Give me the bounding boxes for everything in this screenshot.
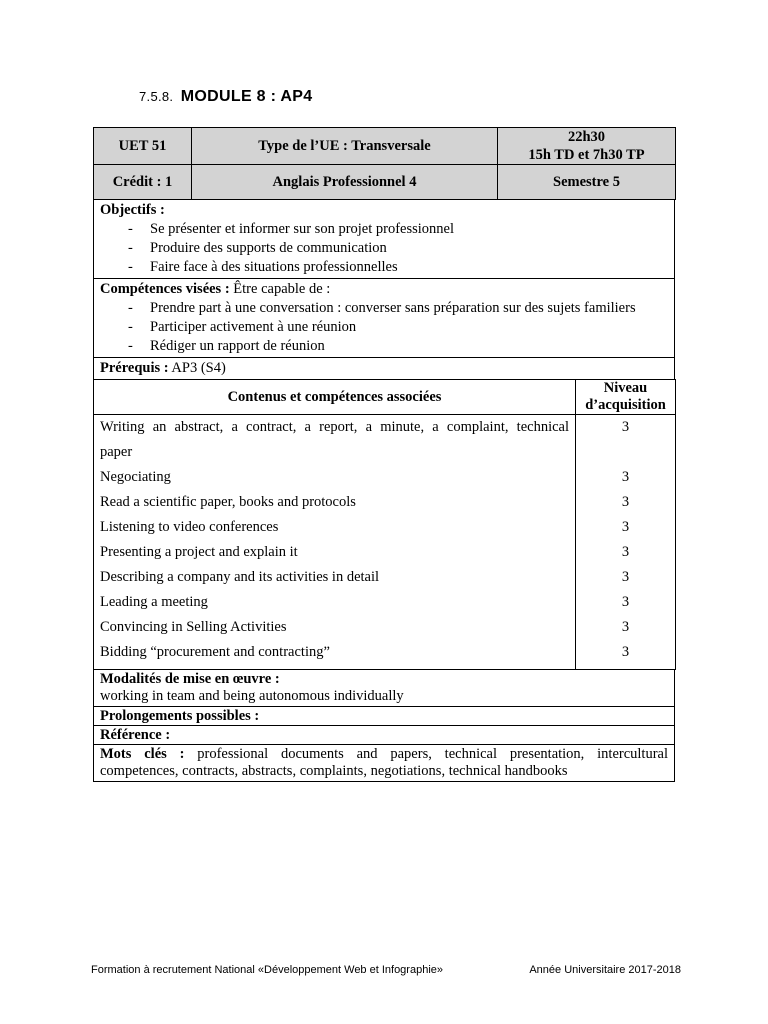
table-row: Negociating — [100, 469, 171, 485]
level-value: 3 — [621, 494, 630, 510]
level-header — [576, 380, 676, 415]
module-sheet — [93, 127, 675, 782]
prerequis-section — [94, 358, 675, 380]
mots-cles-line1: professional documents and papers, technical presentation, intercultural — [184, 746, 668, 762]
objectifs-section — [94, 200, 675, 279]
competences-list — [100, 299, 668, 356]
level-value: 3 — [621, 594, 630, 610]
contents-table — [93, 379, 676, 670]
competences-intro: Être capable de : — [229, 281, 331, 297]
ue-type: Type de l’UE : Transversale — [192, 128, 498, 165]
prolongements-label: Prolongements possibles : — [100, 708, 260, 724]
item-text: Writing an abstract, a contract, a report, a minute, a complaint, technical — [100, 419, 569, 435]
course-name: Anglais Professionnel 4 — [192, 165, 498, 200]
mots-cles-label: Mots clés : — [100, 746, 185, 762]
levels-list — [576, 415, 676, 670]
table-row: Listening to video conferences — [100, 519, 279, 535]
footer-right: Année Universitaire 2017-2018 — [529, 964, 681, 976]
mots-cles-line2: competences, contracts, abstracts, complaints, negotiations, technical handbooks — [100, 763, 568, 779]
modalites-section — [94, 670, 675, 707]
prolongements-section — [94, 707, 675, 726]
mots-cles-section — [94, 745, 675, 782]
contents-header: Contenus et compétences associées — [94, 380, 576, 415]
module-title: MODULE 8 : AP4 — [180, 88, 313, 105]
ue-code: UET 51 — [94, 128, 192, 165]
list-item: - Se présenter et informer sur son projet professionnel — [128, 220, 668, 239]
table-row: Presenting a project and explain it — [100, 544, 298, 560]
list-item: - Prendre part à une conversation : converser sans préparation sur des sujets familiers — [128, 299, 668, 318]
list-item: - Rédiger un rapport de réunion — [128, 337, 668, 356]
table-row: Bidding “procurement and contracting” — [100, 644, 330, 660]
list-item: - Participer activement à une réunion — [128, 318, 668, 337]
objectifs-list — [100, 220, 668, 277]
list-item: - Produire des supports de communication — [128, 239, 668, 258]
hours-detail: 15h TD et 7h30 TP — [528, 147, 645, 163]
section-heading — [139, 88, 312, 106]
level-value: 3 — [621, 619, 630, 635]
modalites-label: Modalités de mise en œuvre : — [100, 671, 280, 687]
list-item: - Faire face à des situations professionnelles — [128, 258, 668, 277]
reference-section — [94, 726, 675, 745]
header-table — [93, 127, 676, 200]
item-text: paper — [100, 444, 133, 460]
level-value: 3 — [621, 569, 630, 585]
prerequis-value: AP3 (S4) — [168, 360, 226, 376]
table-row — [100, 417, 569, 467]
credit: Crédit : 1 — [94, 165, 192, 200]
level-value: 3 — [621, 519, 630, 535]
section-number: 7.5.8. — [139, 89, 174, 104]
table-row: Leading a meeting — [100, 594, 208, 610]
table-row: Read a scientific paper, books and protocols — [100, 494, 356, 510]
competences-section — [94, 279, 675, 358]
contents-list — [94, 415, 576, 670]
level-value: 3 — [621, 544, 630, 560]
prerequis-label: Prérequis : — [100, 360, 169, 376]
table-row: Describing a company and its activities in detail — [100, 569, 380, 585]
level-value: 3 — [621, 644, 630, 660]
hours-cell — [498, 128, 676, 165]
objectifs-label: Objectifs : — [100, 202, 165, 218]
level-value: 3 — [621, 419, 630, 435]
level-header-line1: Niveau — [603, 380, 648, 396]
competences-label: Compétences visées : — [100, 281, 230, 297]
table-row: Convincing in Selling Activities — [100, 619, 287, 635]
footer-sections-table — [93, 669, 675, 782]
level-header-line2: d’acquisition — [585, 397, 666, 413]
details-table — [93, 199, 675, 380]
hours-total: 22h30 — [567, 129, 606, 145]
reference-label: Référence : — [100, 727, 171, 743]
level-value: 3 — [621, 469, 630, 485]
semester: Semestre 5 — [498, 165, 676, 200]
modalites-value: working in team and being autonomous individually — [100, 688, 404, 704]
footer-left: Formation à recrutement National «Développement Web et Infographie» — [91, 964, 443, 976]
